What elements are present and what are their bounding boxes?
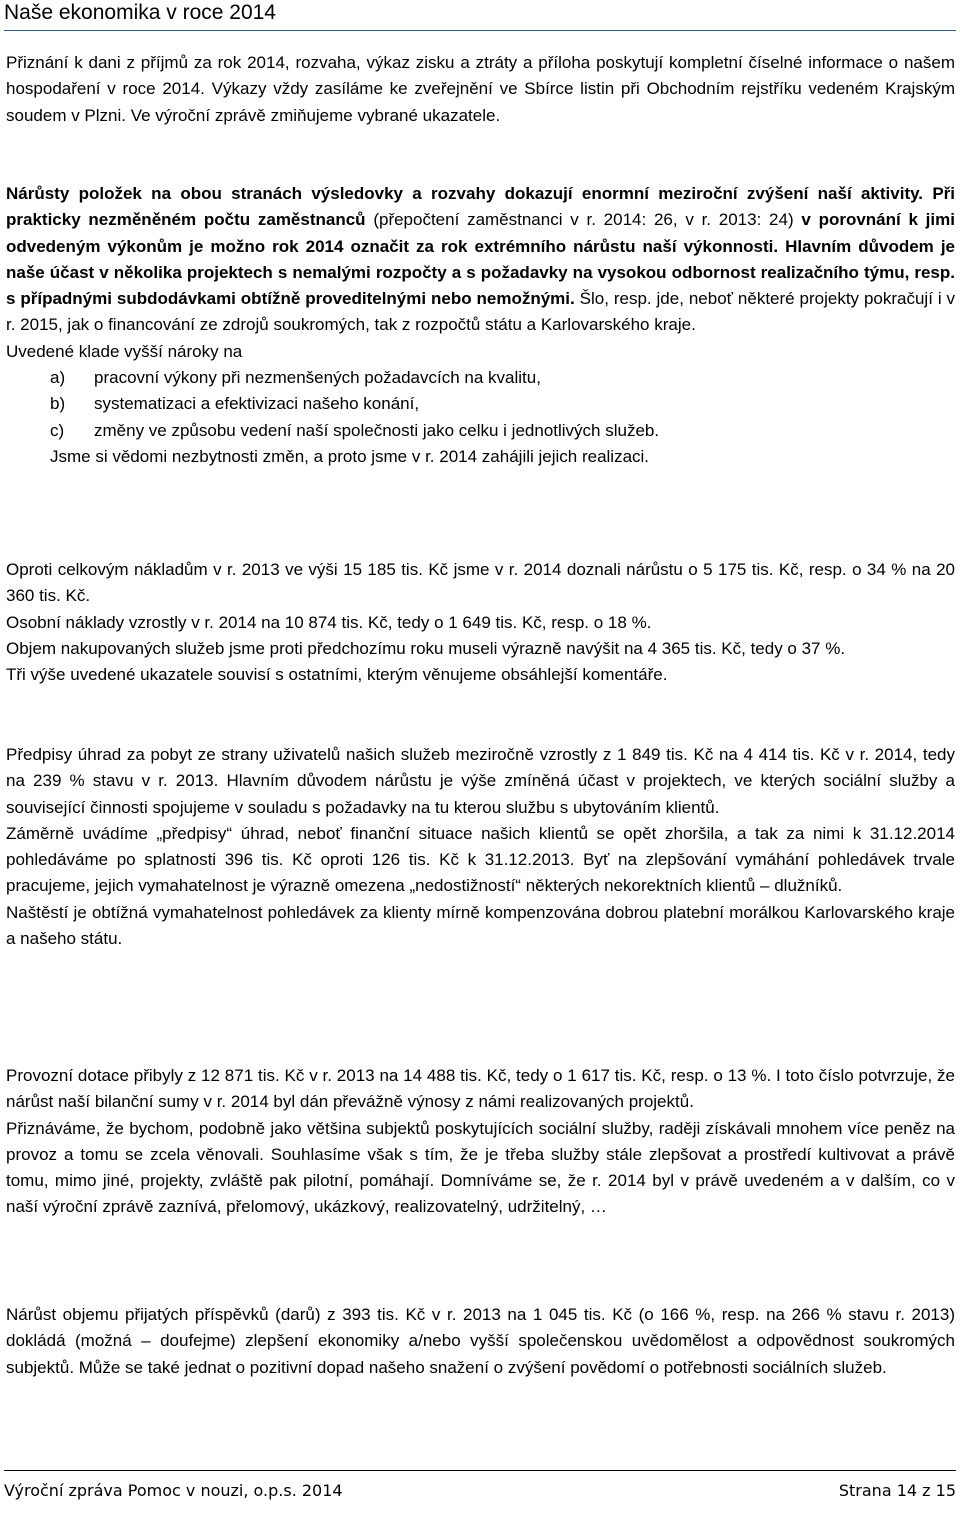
growth-text-1: (přepočtení zaměstnanci v r. 2014: 26, v r. 2013: 24): [365, 210, 802, 230]
donations-section: [6, 1302, 955, 1381]
list-item: [6, 365, 955, 391]
list-item: [6, 418, 955, 444]
page-title: Naše ekonomika v roce 2014: [4, 1, 276, 24]
list-item-text: systematizaci a efektivizaci našeho konání,: [94, 394, 420, 414]
growth-closing: Jsme si vědomi nezbytnosti změn, a proto jsme v r. 2014 zahájili jejich realizaci.: [50, 446, 650, 466]
growth-paragraph: [6, 181, 955, 339]
list-marker: a): [50, 368, 66, 388]
costs-paragraph: Osobní náklady vzrostly v r. 2014 na 10 874 tis. Kč, tedy o 1 649 tis. Kč, resp. o 18 %.: [6, 612, 652, 632]
costs-paragraph: Oproti celkovým nákladům v r. 2013 ve výši 15 185 tis. Kč jsme v r. 2014 doznali nárůstu o 5 175 tis. Kč, resp. o 34 % na 20 360 tis. Kč.: [6, 560, 955, 606]
costs-paragraph: Objem nakupovaných služeb jsme proti předchozímu roku museli výrazně navýšit na 4 365 tis. Kč, tedy o 37 %.: [6, 638, 846, 658]
title-underline: [4, 30, 956, 31]
list-marker: c): [50, 420, 65, 440]
list-marker: b): [50, 394, 66, 414]
subsidies-paragraph: Přiznáváme, že bychom, podobně jako většina subjektů poskytujících sociální služby, raději získávali mnohem více peněz na provoz a tomu se zcela věnovali. Souhlasíme však s tím, že je třeba služby stále zlepšovat a prostředí kultivovat a právě tomu, mimo jiné, projekty, zvláště pak pilotní, pomáhají. Domníváme se, že r. 2014 byl v právě uvedeném a v dalším, co v naší výroční zprávě zaznívá, přelomový, ukázkový, realizovatelný, udržitelný, …: [6, 1118, 955, 1217]
intro-paragraph: Přiznání k dani z příjmů za rok 2014, rozvaha, výkaz zisku a ztráty a příloha poskytují kompletní číselné informace o našem hospodaření v roce 2014. Výkazy vždy zasíláme ke zveřejnění ve Sbírce listin při Obchodním rejstříku vedeném Krajským soudem v Plzni. Ve výroční zprávě zmiňujeme vybrané ukazatele.: [6, 53, 955, 125]
donations-paragraph: Nárůst objemu přijatých příspěvků (darů) z 393 tis. Kč v r. 2013 na 1 045 tis. Kč (o 166 %, resp. na 266 % stavu r. 2013) dokládá (možná – doufejme) zlepšení ekonomiky a/nebo vyšší společenskou uvědomělost a odpovědnost soukromých subjektů. Může se také jednat o pozitivní dopad našeho snažení o zvýšení povědomí o potřebnosti sociálních služeb.: [6, 1305, 955, 1377]
fees-paragraph: Předpisy úhrad za pobyt ze strany uživatelů našich služeb meziročně vzrostly z 1 849 tis. Kč na 4 414 tis. Kč v r. 2014, tedy na 239 % stavu v r. 2013. Hlavním důvodem nárůstu je výše zmíněná účast v projektech, ve kterých sociální služby a související činnosti spojujeme v souladu s požadavky na tu kterou službu s ubytováním klientů.: [6, 745, 955, 817]
growth-bold-1: Nárůsty položek na obou stranách výsledovky a rozvahy dokazují enormní meziroční zvýšení naší aktivity. Při prakticky nezměněném počtu zaměstnanců: [6, 184, 955, 230]
footer-page-number: Strana 14 z 15: [838, 1481, 956, 1500]
list-item: [6, 391, 955, 417]
list-item-text: pracovní výkony při nezmenšených požadavcích na kvalitu,: [94, 368, 541, 388]
growth-text-2: Šlo, resp. jde, neboť některé projekty pokračují i v r. 2015, jak o financování ze zdrojů soukromých, tak z rozpočtů státu a Karlovarského kraje.: [6, 289, 955, 335]
intro-section: [6, 50, 955, 129]
fees-paragraph: Záměrně uvádíme „předpisy“ úhrad, neboť finanční situace našich klientů se opět zhoršila, a tak za nimi k 31.12.2014 pohledáváme po splatnosti 396 tis. Kč oproti 126 tis. Kč k 31.12.2013. Byť na zlepšování vymáhání pohledávek trvale pracujeme, jejich vymahatelnost je výrazně omezena „nedostižností“ některých nekorektních klientů – dlužníků.: [6, 823, 955, 896]
growth-section: [6, 181, 955, 470]
growth-list-lead: Uvedené klade vyšší nároky na: [6, 341, 243, 361]
growth-bold-2: v porovnání k jimi odvedeným výkonům je možno rok 2014 označit za rok extrémního nárůstu naší výkonnosti. Hlavním důvodem je naše účast v několika projektech s nemalými rozpočty a s požadavky na vysokou odbornost realizačního týmu, resp. s případnými subdodávkami obtížně proveditelnými nebo nemožnými.: [6, 210, 955, 309]
footer-report-name: Výroční zpráva Pomoc v nouzi, o.p.s. 2014: [4, 1481, 343, 1500]
fees-section: [6, 742, 955, 952]
subsidies-section: [6, 1063, 955, 1221]
fees-paragraph: Naštěstí je obtížná vymahatelnost pohledávek za klienty mírně kompenzována dobrou platební morálkou Karlovarského kraje a našeho státu.: [6, 902, 955, 949]
list-item-text: změny ve způsobu vedení naší společnosti jako celku i jednotlivých služeb.: [94, 420, 660, 440]
costs-paragraph: Tři výše uvedené ukazatele souvisí s ostatními, kterým věnujeme obsáhlejší komentáře.: [6, 665, 668, 685]
footer-divider: [4, 1470, 956, 1471]
costs-section: [6, 557, 955, 688]
subsidies-paragraph: Provozní dotace přibyly z 12 871 tis. Kč v r. 2013 na 14 488 tis. Kč, tedy o 1 617 tis. Kč, resp. o 13 %. I toto číslo potvrzuje, že nárůst naší bilanční sumy v r. 2014 byl dán převážně výnosy z námi realizovaných projektů.: [6, 1066, 955, 1112]
